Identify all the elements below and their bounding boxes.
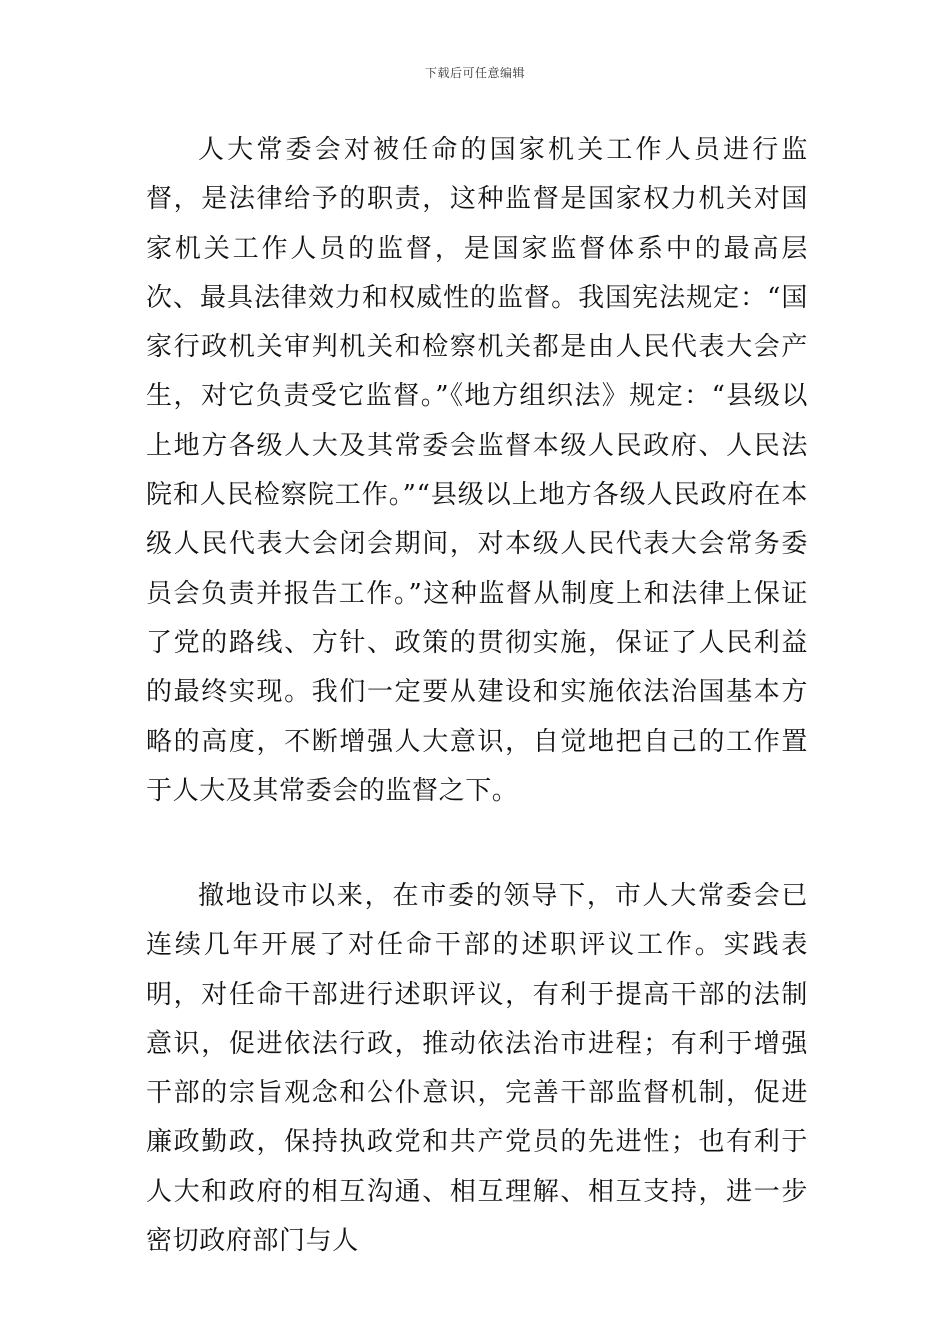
paragraph-supervision-duty: 人大常委会对被任命的国家机关工作人员进行监督，是法律给予的职责，这种监督是国家权力机关对国家机关工作人员的监督，是国家监督体系中的最高层次、最具法律效力和权威性的监督。我国宪法规定：“国家行政机关审判机关和检察机关都是由人民代表大会产生，对它负责受它监督。”《地方组织法》规定：“县级以上地方各级人大及其常委会监督本级人民政府、人民法院和人民检察院工作。”“县级以上地方各级人民政府在本级人民代表大会闭会期间，对本级人民代表大会常务委员会负责并报告工作。”这种监督从制度上和法律上保证了党的路线、方针、政策的贯彻实施，保证了人民利益的最终实现。我们一定要从建设和实施依法治国基本方略的高度，不断增强人大意识，自觉地把自己的工作置于人大及其常委会的监督之下。 [146,135,808,806]
page-header: 下载后可任意编辑 [424,66,525,80]
paragraph-performance-review: 撤地设市以来，在市委的领导下，市人大常委会已连续几年开展了对任命干部的述职评议工作。实践表明，对任命干部进行述职评议，有利于提高干部的法制意识，促进依法行政，推动依法治市进程；有利于增强干部的宗旨观念和公仆意识，完善干部监督机制，促进廉政勤政，保持执政党和共产党员的先进性；也有利于人大和政府的相互沟通、相互理解、相互支持，进一步密切政府部门与人 [146,881,808,1257]
